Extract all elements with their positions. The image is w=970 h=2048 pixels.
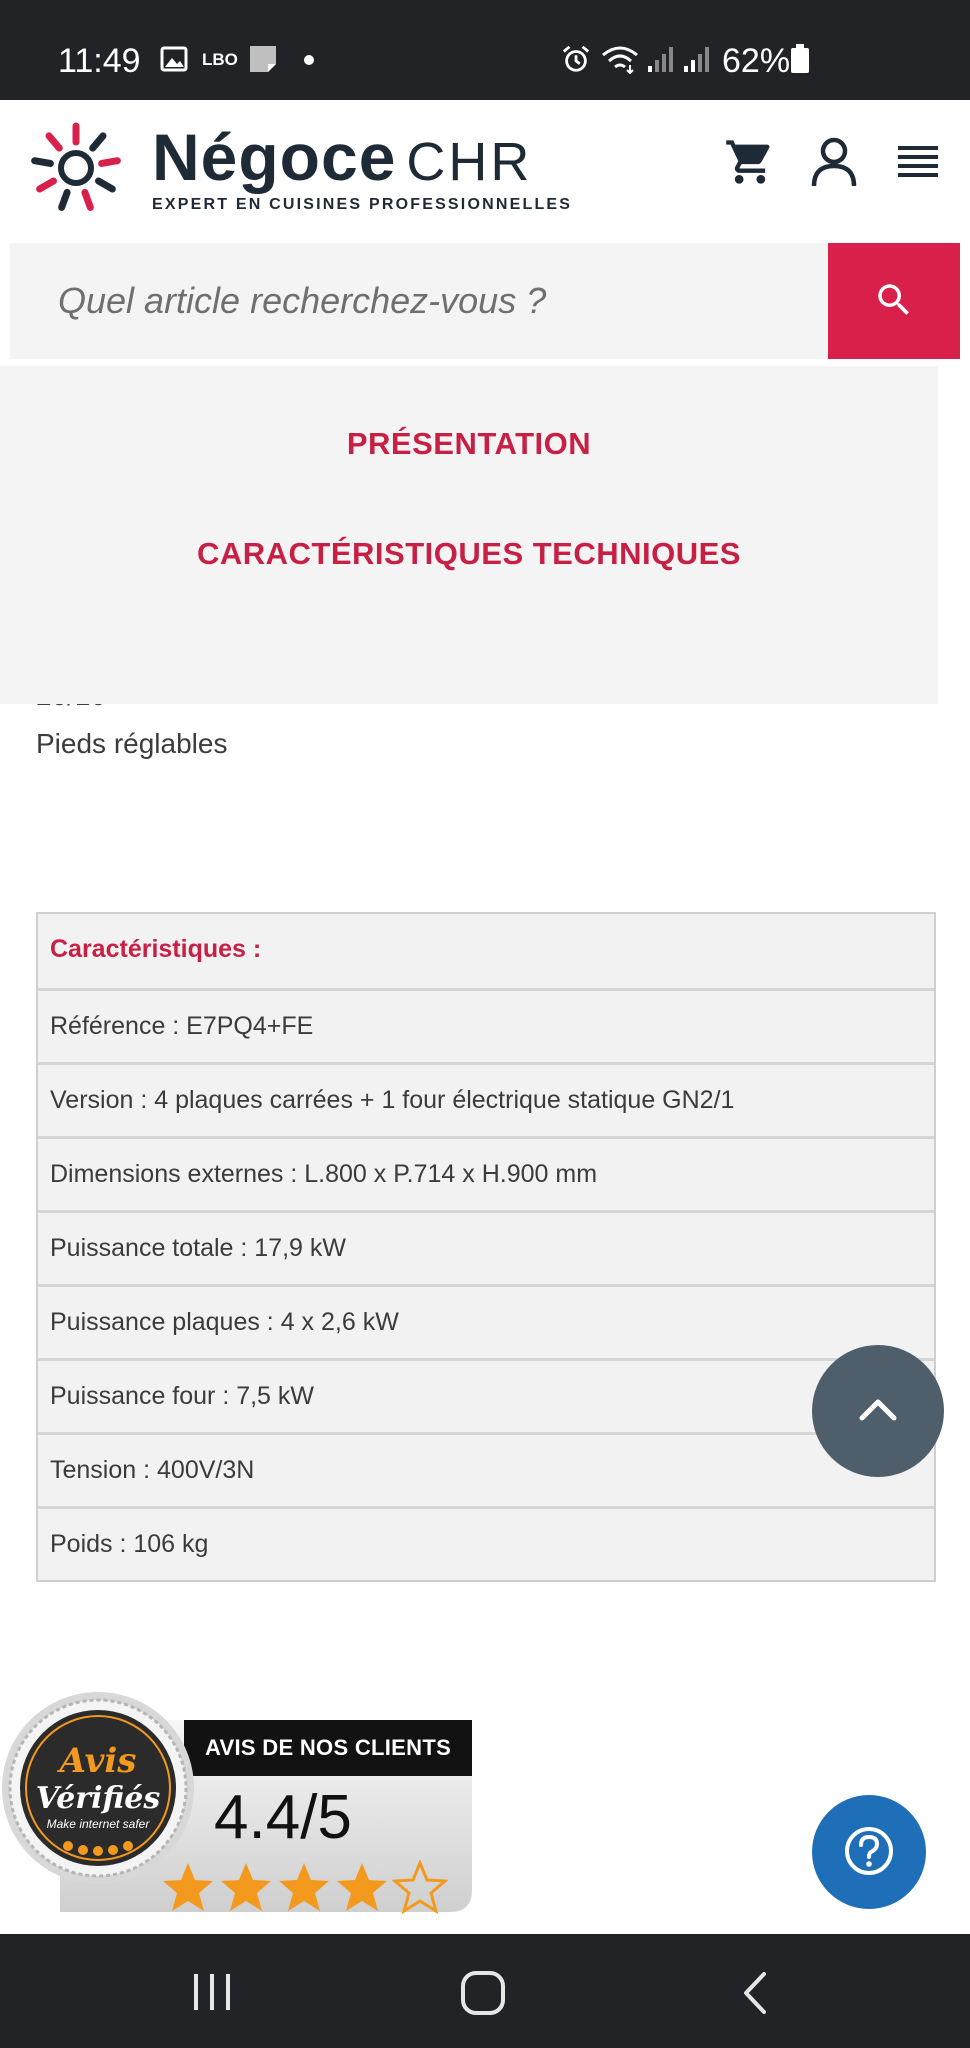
spec-table xyxy=(36,912,936,1582)
image-icon xyxy=(160,44,188,74)
help-button[interactable] xyxy=(812,1795,926,1909)
alarm-icon xyxy=(560,44,592,74)
brand-tagline: EXPERT EN CUISINES PROFESSIONNELLES xyxy=(152,196,573,213)
scroll-to-top-button[interactable] xyxy=(812,1345,944,1477)
spec-row: Puissance plaques : 4 x 2,6 kW xyxy=(38,1284,934,1358)
dot-icon xyxy=(302,44,316,74)
menu-link-technical-specs[interactable]: CARACTÉRISTIQUES TECHNIQUES xyxy=(197,536,741,571)
spec-row: Poids : 106 kg xyxy=(38,1506,934,1580)
brand-chr: CHR xyxy=(406,132,533,192)
battery-icon xyxy=(790,44,810,74)
recent-apps-icon[interactable] xyxy=(190,1972,234,2012)
signal-icon xyxy=(646,44,676,74)
spec-row: Dimensions externes : L.800 x P.714 x H.900 mm xyxy=(38,1136,934,1210)
reviews-title: AVIS DE NOS CLIENTS xyxy=(184,1720,472,1776)
wifi-icon xyxy=(600,44,640,74)
spec-table-header: Caractéristiques : xyxy=(38,914,934,988)
reviews-badge[interactable] xyxy=(0,1690,480,1930)
menu-link-presentation[interactable]: PRÉSENTATION xyxy=(346,426,592,461)
home-icon[interactable] xyxy=(460,1970,506,2016)
rating-stars xyxy=(160,1860,452,1916)
user-icon[interactable] xyxy=(810,136,858,188)
avis-verifies-seal xyxy=(0,1690,196,1886)
cart-icon[interactable] xyxy=(724,136,776,188)
back-icon[interactable] xyxy=(740,1970,770,2016)
chevron-up-icon xyxy=(856,1388,900,1432)
reviews-score: 4.4/5 xyxy=(214,1783,352,1852)
feature-text: Pieds réglables xyxy=(36,728,228,759)
spec-row: Puissance four : 7,5 kW xyxy=(38,1358,934,1432)
search-input[interactable] xyxy=(10,243,828,359)
note-icon xyxy=(248,44,278,74)
section-menu-panel xyxy=(0,366,938,704)
android-nav-bar xyxy=(0,1934,970,2048)
seal-line-avis: Avis xyxy=(59,1741,137,1781)
brand-negoce: Négoce xyxy=(152,120,397,194)
spec-row: Version : 4 plaques carrées + 1 four électrique statique GN2/1 xyxy=(38,1062,934,1136)
status-time: 11:49 xyxy=(58,42,141,80)
spec-row: Référence : E7PQ4+FE xyxy=(38,988,934,1062)
seal-line-verifies: Vérifiés xyxy=(35,1781,161,1816)
seal-line-tagline: Make internet safer xyxy=(46,1817,150,1831)
lbo-icon: LBO xyxy=(202,50,238,69)
spec-row: Tension : 400V/3N xyxy=(38,1432,934,1506)
search-bar xyxy=(10,243,828,359)
search-button[interactable] xyxy=(828,243,960,359)
status-bar xyxy=(0,0,970,100)
signal-icon xyxy=(682,44,712,74)
brand-name[interactable] xyxy=(152,122,532,197)
spec-row: Puissance totale : 17,9 kW xyxy=(38,1210,934,1284)
battery-percent: 62% xyxy=(722,42,791,80)
question-icon xyxy=(842,1824,896,1878)
logo-icon[interactable] xyxy=(30,122,122,214)
menu-icon[interactable] xyxy=(898,144,938,184)
search-icon xyxy=(873,279,915,321)
